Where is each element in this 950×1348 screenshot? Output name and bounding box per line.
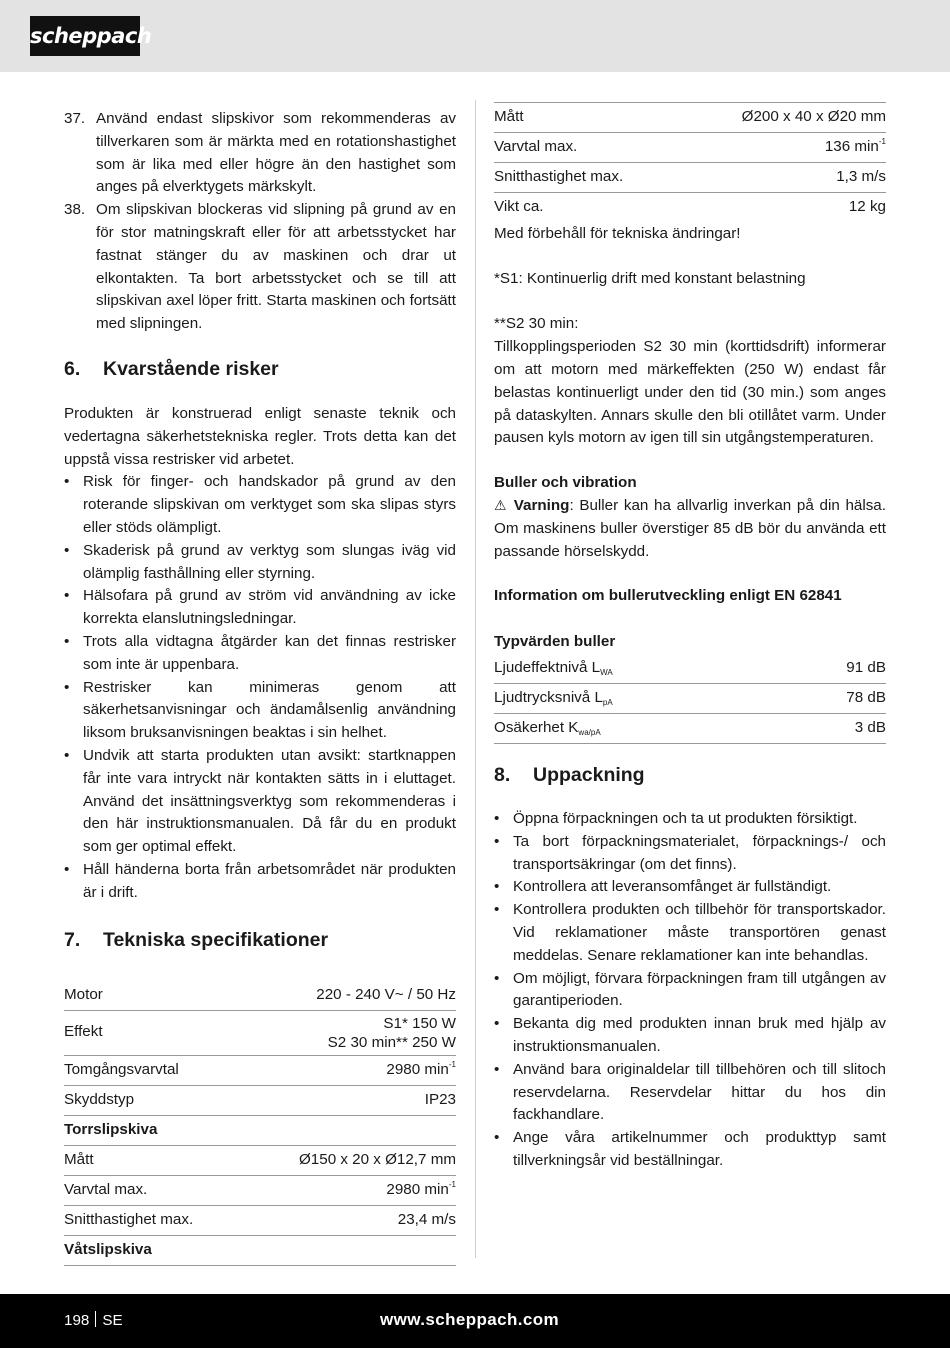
section-6-intro: Produkten är konstruerad enligt senaste teknik och vedertagna säkerhetstekniska regler. Trots detta kan det uppstå vissa restrisker vid arbetet. — [64, 404, 456, 468]
page-number: 198 — [64, 1312, 90, 1329]
right-column — [494, 102, 886, 1173]
list-item: • Ange våra artikelnummer och produkttyp samt tillverkningsår vid beställningar. — [494, 1127, 886, 1173]
spec-row — [64, 1176, 456, 1206]
left-column — [64, 108, 456, 1266]
spec-label: Tomgångsvarvtal — [64, 1060, 179, 1078]
list-item: • Hälsofara på grund av ström vid användning av icke korrekta elanslutningsledningar. — [64, 585, 456, 631]
spec-row — [494, 102, 886, 133]
list-item: • Skaderisk på grund av verktyg som slungas iväg vid olämplig fasthållning eller styrning. — [64, 540, 456, 586]
section-number: 8. — [494, 763, 511, 786]
spec-value: 220 - 240 V~ / 50 Hz — [316, 985, 456, 1003]
spec-label: Mått — [64, 1150, 94, 1168]
scheppach-logo: scheppach — [30, 16, 140, 56]
s2-title: **S2 30 min: — [494, 315, 579, 333]
page-header — [0, 0, 950, 72]
spec-label: Effekt — [64, 1023, 103, 1041]
warning-label: Varning — [513, 496, 570, 514]
spec-value — [386, 1059, 456, 1082]
language-code: SE — [102, 1312, 123, 1329]
list-item: • Risk för finger- och handskador på grund av den roterande slipskivan om verktyget som ska slipas styrs eller stöds olämpligt. — [64, 471, 456, 539]
spec-value-line: S1* 150 W — [383, 1014, 456, 1032]
spec-value — [328, 1014, 456, 1052]
section-number: 7. — [64, 928, 81, 951]
spec-row — [64, 1086, 456, 1116]
spec-value: Ø150 x 20 x Ø12,7 mm — [298, 1150, 456, 1168]
spec-value: 12 kg — [848, 198, 886, 216]
spec-table — [64, 981, 456, 1266]
section-title: Tekniska specifikationer — [103, 928, 329, 951]
section-number: 6. — [64, 357, 81, 380]
list-item: • Trots alla vidtagna åtgärder kan det finnas restrisker som inte är uppenbara. — [64, 631, 456, 677]
list-item: • Om möjligt, förvara förpackningen fram till utgången av garantiperioden. — [494, 968, 886, 1014]
noise-value: 3 dB — [854, 719, 886, 737]
label-subscript: pA — [602, 698, 613, 708]
noise-info-title: Information om bullerutveckling enligt EN 62841 — [494, 587, 842, 605]
value-exponent: -1 — [448, 1059, 456, 1069]
column-divider — [475, 100, 476, 1258]
section-7-heading — [64, 927, 456, 953]
spec-value — [386, 1179, 456, 1202]
spec-label: Snitthastighet max. — [494, 167, 624, 185]
spec-value — [825, 136, 886, 159]
value-text: 2980 min — [386, 1180, 449, 1198]
list-item — [64, 108, 456, 199]
value-exponent: -1 — [878, 136, 886, 146]
spec-label: Vikt ca. — [494, 198, 544, 216]
spec-row — [494, 133, 886, 163]
spec-group-heading — [64, 1116, 456, 1146]
list-item: • Restrisker kan minimeras genom att säkerhetsanvisningar och ändamålsenlig användning liksom bruksanvisningen beaktas i sin helhet. — [64, 677, 456, 745]
list-item: • Bekanta dig med produkten innan bruk med hjälp av instruktionsmanualen. — [494, 1013, 886, 1059]
section-8-heading — [494, 762, 886, 788]
list-item: • Kontrollera att leveransomfånget är fullständigt. — [494, 876, 886, 899]
s1-note: *S1: Kontinuerlig drift med konstant belastning — [494, 269, 806, 287]
spec-value: Ø200 x 40 x Ø20 mm — [741, 108, 886, 125]
list-item: • Undvik att starta produkten utan avsikt: startknappen får inte vara intryckt när kontakten sätts in i eluttaget. Använd det insättningsverktyg som rekommenderas i den här instruktionsmanualen. Då får du en produkt som ger optimal effekt. — [64, 745, 456, 859]
spec-label: Skyddstyp — [64, 1090, 135, 1108]
safety-numbered-list — [64, 108, 456, 336]
section-title: Uppackning — [533, 763, 645, 786]
section-title: Kvarstående risker — [103, 357, 279, 380]
spec-value: 23,4 m/s — [397, 1210, 456, 1228]
risk-bullet-list — [64, 471, 456, 904]
noise-label — [494, 687, 613, 710]
list-item: • Håll händerna borta från arbetsområdet när produkten är i drift. — [64, 859, 456, 905]
item-number: 37. — [64, 110, 86, 127]
s2-text: Tillkopplingsperioden S2 30 min (korttidsdrift) informerar om att motorn med märkeffekten (250 W) endast får belastas kontinuerligt under den tid (30 min.) som anges på dataskylten. Annars skulle den bli otillåtet varm. Under pausen kyls motorn av igen till sin utgångstemperaturen. — [494, 338, 886, 447]
item-number: 38. — [64, 201, 86, 219]
group-title: Våtslipskiva — [64, 1240, 152, 1258]
noise-value: 91 dB — [846, 659, 886, 677]
noise-row — [494, 654, 886, 684]
label-text: Ljudeffektnivå L — [494, 659, 601, 677]
spec-label: Motor — [64, 985, 103, 1003]
label-subscript: WA — [600, 668, 613, 678]
spec-row — [64, 1146, 456, 1176]
item-text: Använd endast slipskivor som rekommenderas av tillverkaren som är märkta med en rotationshastighet som är lika med eller högre än den hastighet som anges på elverktygets märkskylt. — [96, 110, 456, 196]
value-text: 136 min — [824, 137, 879, 155]
label-text: Osäkerhet K — [494, 719, 579, 737]
spec-row — [64, 1011, 456, 1056]
list-item: • Ta bort förpackningsmaterialet, förpacknings-/ och transportsäkringar (om det finns). — [494, 831, 886, 877]
group-title: Torrslipskiva — [64, 1120, 158, 1138]
spec-label: Varvtal max. — [494, 137, 578, 155]
spec-row — [494, 163, 886, 193]
reservation-note: Med förbehåll för tekniska ändringar! — [494, 224, 741, 242]
page-number-block — [64, 1310, 123, 1332]
website-link[interactable]: www.scheppach.com — [380, 1310, 560, 1329]
spec-value-line: S2 30 min** 250 W — [327, 1033, 456, 1051]
spec-row — [64, 1206, 456, 1236]
noise-table — [494, 654, 886, 744]
noise-title: Buller och vibration — [494, 474, 637, 492]
noise-typ-title: Typvärden buller — [494, 633, 616, 651]
spec-value: IP23 — [424, 1090, 456, 1108]
section-6-heading — [64, 356, 456, 382]
spec-row — [494, 193, 886, 223]
label-subscript: wa/pA — [578, 728, 601, 738]
list-item: • Använd bara originaldelar till tillbehören och till slitoch reservdelarna. Reservdelar hittar du hos din fackhandlare. — [494, 1059, 886, 1127]
spec-label: Snitthastighet max. — [64, 1210, 194, 1228]
noise-row — [494, 714, 886, 744]
noise-value: 78 dB — [846, 689, 886, 707]
list-item: • Öppna förpackningen och ta ut produkten försiktigt. — [494, 808, 886, 831]
label-text: Ljudtrycksnivå L — [494, 689, 603, 707]
noise-label — [494, 717, 601, 740]
warning-icon: ⚠ — [494, 497, 509, 514]
value-text: 2980 min — [386, 1060, 449, 1078]
item-text: Om slipskivan blockeras vid slipning på grund av en för stor matningskraft eller för att arbetsstycket har fastnat stänger du av maskinen och drar ut elkontakten. Ta bort arbetsstycket och se till att slipskivan axel löper fritt. Starta maskinen och fortsätt med slipningen. — [96, 201, 456, 333]
spec-group-heading — [64, 1236, 456, 1266]
spec-row — [64, 1056, 456, 1086]
page-footer — [0, 1294, 950, 1348]
noise-row — [494, 684, 886, 714]
noise-label — [494, 657, 613, 680]
footer-separator — [95, 1311, 96, 1327]
list-item — [64, 199, 456, 336]
spec-row — [64, 981, 456, 1011]
warning-text: : Buller kan ha allvarlig inverkan på din hälsa. Om maskinens buller överstiger 85 dB bör du använda ett passande hörselskydd. — [494, 496, 886, 560]
spec-label: Varvtal max. — [64, 1180, 148, 1198]
list-item: • Kontrollera produkten och tillbehör för transportskador. Vid reklamationer måste transportören genast meddelas. Senare reklamationer kan inte behandlas. — [494, 899, 886, 967]
spec-label: Mått — [494, 108, 524, 125]
spec-value: 1,3 m/s — [836, 167, 886, 185]
value-exponent: -1 — [448, 1179, 456, 1189]
spec-table-continued — [494, 102, 886, 223]
unpacking-bullet-list — [494, 808, 886, 1173]
noise-warning — [494, 495, 886, 563]
